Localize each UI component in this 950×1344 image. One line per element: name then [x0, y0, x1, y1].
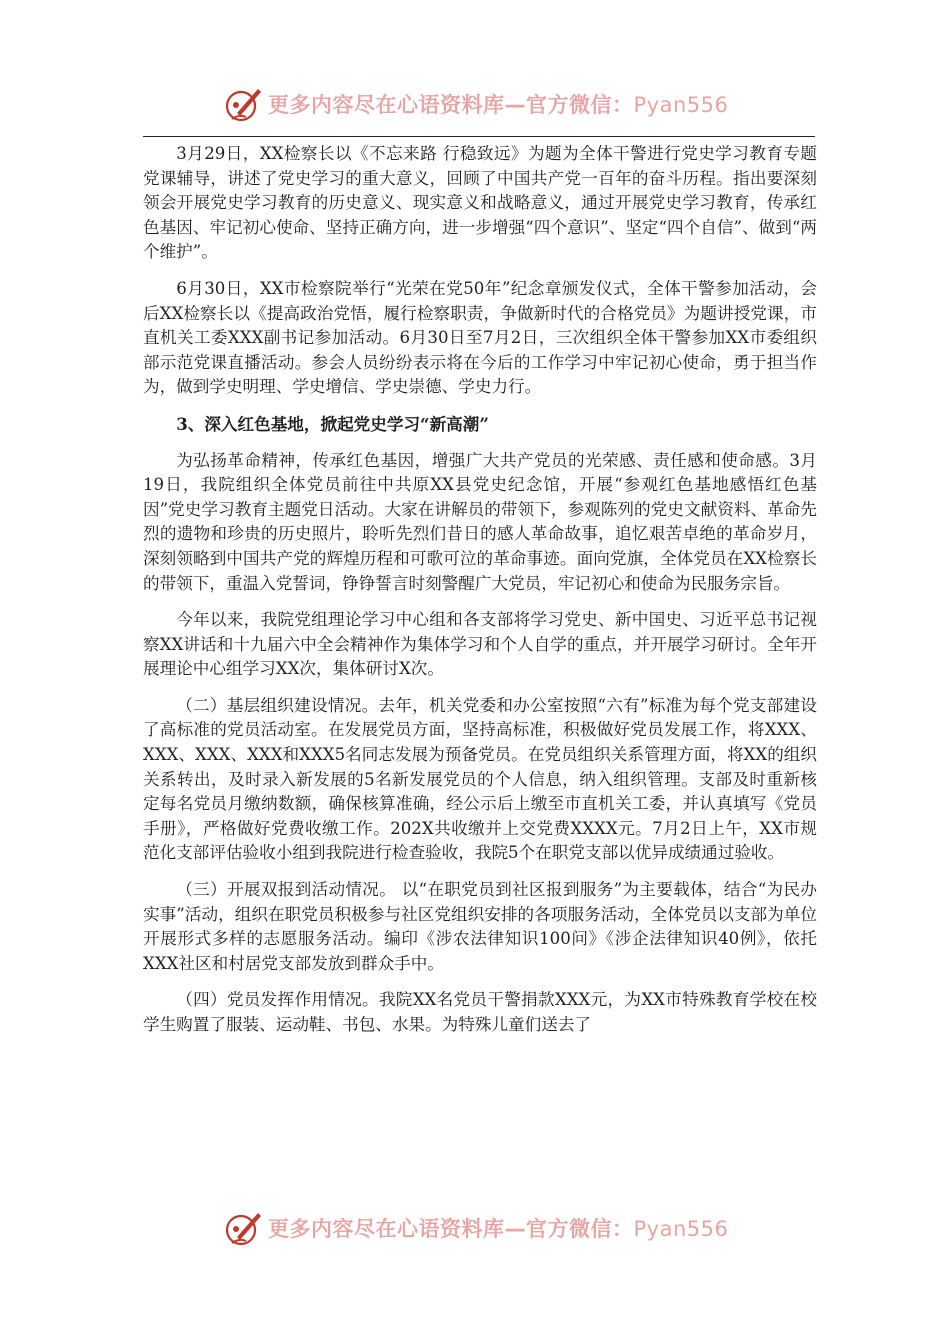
- paragraph-6: （三）开展双报到活动情况。 以“在职党员到社区报到服务”为主要载体，结合“为民办实事”活动，组织在职党员积极参与社区党组织安排的各项服务活动，全体党员以支部为单位开展形式多样的志愿服务活动。编印《涉农法律知识100问》《涉企法律知识40例》，依托XXX社区和村居党支部发放到群众手中。: [143, 880, 817, 973]
- document-body: [143, 142, 817, 1050]
- paragraph-7: （四）党员发挥作用情况。我院XX名党员干警捐款XXX元，为XX市特殊教育学校在校学生购置了服装、运动鞋、书包、水果。为特殊儿童们送去了: [143, 990, 817, 1034]
- header-divider: [143, 136, 815, 137]
- header-banner-text: [268, 89, 728, 119]
- header-banner-wechat-id: Pyan556: [633, 93, 729, 117]
- section-heading-3: 3、深入红色基地，掀起党史学习“新高潮”: [176, 413, 489, 434]
- footer-banner: [222, 1206, 728, 1250]
- footer-banner-wechat-id: Pyan556: [633, 1217, 729, 1241]
- paragraph-3: 为弘扬革命精神，传承红色基因，增强广大共产党员的光荣感、责任感和使命感。3月19日，我院组织全体党员前往中共原XX县党史纪念馆，开展“参观红色基地感悟红色基因”党史学习教育主题党日活动。大家在讲解员的带领下，参观陈列的党史文献资料、革命先烈的遗物和珍贵的历史照片，聆听先烈们昔日的感人革命故事，追忆艰苦卓绝的革命岁月，深刻领略到中国共产党的辉煌历程和可歌可泣的革命事迹。面向党旗，全体党员在XX检察长的带领下，重温入党誓词，铮铮誓言时刻警醒广大党员，牢记初心和使命为民服务宗旨。: [143, 450, 817, 593]
- footer-banner-text-cn: 更多内容尽在心语资料库—官方微信：: [268, 1217, 634, 1241]
- pen-logo-icon: [222, 83, 264, 125]
- paragraph-2: 6月30日，XX市检察院举行“光荣在党50年”纪念章颁发仪式，全体干警参加活动，会后XX检察长以《提高政治党悟，履行检察职责，争做新时代的合格党员》为题讲授党课，市直机关工委XXX副书记参加活动。6月30日至7月2日，三次组织全体干警参加XX市委组织部示范党课直播活动。参会人员纷纷表示将在今后的工作学习中牢记初心使命，勇于担当作为，做到学史明理、学史增信、学史崇德、学史力行。: [143, 278, 817, 397]
- paragraph-4: 今年以来，我院党组理论学习中心组和各支部将学习党史、新中国史、习近平总书记视察XX讲话和十九届六中全会精神作为集体学习和个人自学的重点，并开展学习研讨。全年开展理论中心组学习XX次，集体研讨X次。: [143, 610, 817, 679]
- header-banner-text-cn: 更多内容尽在心语资料库—官方微信：: [268, 93, 634, 117]
- header-banner: [222, 82, 728, 126]
- paragraph-5: （二）基层组织建设情况。去年，机关党委和办公室按照“六有”标准为每个党支部建设了高标准的党员活动室。在发展党员方面，坚持高标准，积极做好党员发展工作，将XXX、XXX、XXX、XXX和XXX5名同志发展为预备党员。在党员组织关系管理方面，将XX的组织关系转出，及时录入新发展的5名新发展党员的个人信息，纳入组织管理。支部及时重新核定每名党员月缴纳数额，确保核算准确，经公示后上缴至市直机关工委，并认真填写《党员手册》，严格做好党费收缴工作。202X共收缴并上交党费XXXX元。7月2日上午，XX市规范化支部评估验收小组到我院进行检查验收，我院5个在职党支部以优异成绩通过验收。: [143, 695, 817, 863]
- footer-banner-text: [268, 1213, 728, 1243]
- paragraph-1: 3月29日，XX检察长以《不忘来路 行稳致远》为题为全体干警进行党史学习教育专题党课辅导，讲述了党史学习的重大意义，回顾了中国共产党一百年的奋斗历程。指出要深刻领会开展党史学习教育的历史意义、现实意义和战略意义，通过开展党史学习教育，传承红色基因、牢记初心使命、坚持正确方向，进一步增强“四个意识”、坚定“四个自信”、做到“两个维护”。: [143, 144, 817, 262]
- pen-logo-icon: [222, 1207, 264, 1249]
